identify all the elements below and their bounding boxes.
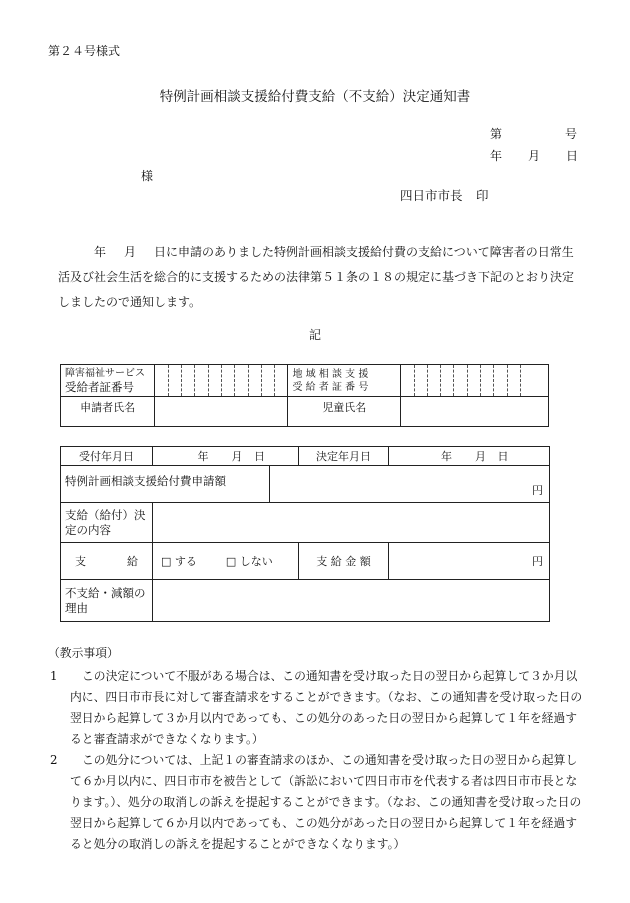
child-name-field[interactable] <box>401 397 549 427</box>
instructions-heading: （教示事項） <box>48 646 119 660</box>
body-year: 年 <box>94 245 107 259</box>
instruction-text: この処分については、上記１の審査請求のほか、この通知書を受け取った日の翌日から起算して６か月以内に、四日市市を被告として（訴訟において四日市市を代表する者は四日市市長となります。）、処分の取消しの訴えを提起することができます。（なお、この通知書を受け取った日の翌日から起算して６か月以内であっても、この処分があった日の翌日から起算して１年を経過すると処分の取消しの訴えを提起することができなくなります。） <box>70 753 582 851</box>
recipient-digit-box[interactable] <box>221 365 234 397</box>
requested-amount-field[interactable]: 円 <box>270 466 550 503</box>
supply-no-checkbox[interactable]: □ しない <box>225 555 273 568</box>
regional-digit-box[interactable] <box>467 365 480 397</box>
regional-digit-box[interactable] <box>427 365 440 397</box>
number-suffix: 号 <box>565 127 578 141</box>
decision-content-field[interactable] <box>153 503 550 543</box>
recipient-digit-box[interactable] <box>261 365 274 397</box>
decision-content-label: 支給（給付）決定の内容 <box>61 503 153 543</box>
supply-amount-field[interactable]: 円 <box>389 543 550 580</box>
document-title: 特例計画相談支援給付費支給（不支給）決定通知書 <box>159 89 471 105</box>
regional-number-label: 地 域 相 談 支 援 受 給 者 証 番 号 <box>288 365 401 397</box>
received-date-field[interactable]: 年 月 日 <box>153 447 299 466</box>
recipient-digit-box[interactable] <box>208 365 221 397</box>
addressee-honorific: 様 <box>141 169 154 183</box>
issue-date-line <box>490 147 578 164</box>
decision-table <box>60 446 550 622</box>
form-number: 第２４号様式 <box>48 44 121 58</box>
recipient-digit-box[interactable] <box>168 365 181 397</box>
ki-heading: 記 <box>308 328 321 342</box>
seal-mark: 印 <box>476 188 489 203</box>
applicant-name-label: 申請者氏名 <box>61 397 155 427</box>
document-number-line <box>490 125 577 142</box>
instruction-item: 2 この処分については、上記１の審査請求のほか、この通知書を受け取った日の翌日から起算して６か月以内に、四日市市を被告として（訴訟において四日市市を代表する者は四日市市長となります。）、処分の取消しの訴えを提起することができます。（なお、この通知書を受け取った日の翌日から起算して６か月以内であっても、この処分があった日の翌日から起算して１年を経過すると処分の取消しの訴えを提起することができなくなります。） <box>48 750 588 855</box>
decided-date-field[interactable]: 年 月 日 <box>389 447 550 466</box>
supply-amount-label: 支 給 金 額 <box>299 543 389 580</box>
issuer-name: 四日市市長 <box>400 188 463 203</box>
child-name-label: 児童氏名 <box>288 397 401 427</box>
instruction-item: 1 この決定について不服がある場合は、この通知書を受け取った日の翌日から起算して３か月以内に、四日市市長に対して審査請求をすることができます。（なお、この通知書を受け取った日の翌日から起算して３か月以内であっても、この処分のあった日の翌日から起算して１年を経過すると審査請求ができなくなります。） <box>48 666 588 750</box>
regional-digit-box[interactable] <box>494 365 507 397</box>
supply-yes-checkbox[interactable]: □ する <box>161 555 197 568</box>
regional-digit-box[interactable] <box>441 365 454 397</box>
recipient-digit-box[interactable] <box>235 365 248 397</box>
supply-label: 支 給 <box>61 543 153 580</box>
regional-digit-box[interactable] <box>401 365 414 397</box>
certificate-table <box>60 364 549 427</box>
recipient-digit-box[interactable] <box>155 365 168 397</box>
issue-month: 月 <box>528 149 541 163</box>
body-month: 月 <box>124 245 137 259</box>
rejection-reason-label: 不支給・減額の理由 <box>61 580 153 622</box>
recipient-number-label: 障害福祉サービス 受給者証番号 <box>61 365 155 397</box>
supply-options <box>153 543 299 580</box>
regional-digit-box[interactable] <box>481 365 494 397</box>
regional-digit-box[interactable] <box>414 365 427 397</box>
issue-day: 日 <box>566 149 579 163</box>
instructions-section <box>48 643 588 855</box>
notice-body <box>58 240 578 315</box>
received-date-label: 受付年月日 <box>61 447 153 466</box>
recipient-digit-box[interactable] <box>248 365 261 397</box>
body-text: 日に申請のありました特例計画相談支援給付費の支給について障害者の日常生活及び社会生活を総合的に支援するための法律第５１条の１８の規定に基づき下記のとおり決定しましたので通知します。 <box>58 245 575 309</box>
applicant-name-field[interactable] <box>155 397 288 427</box>
recipient-digit-box[interactable] <box>181 365 194 397</box>
number-prefix: 第 <box>490 127 503 141</box>
regional-digit-box[interactable] <box>507 365 520 397</box>
regional-digit-box[interactable] <box>521 365 549 397</box>
decided-date-label: 決定年月日 <box>299 447 389 466</box>
regional-digit-box[interactable] <box>454 365 467 397</box>
requested-amount-label: 特例計画相談支援給付費申請額 <box>61 466 270 503</box>
issuer-line <box>400 186 489 204</box>
issue-year: 年 <box>490 149 503 163</box>
recipient-digit-box[interactable] <box>195 365 208 397</box>
rejection-reason-field[interactable] <box>153 580 550 622</box>
instruction-text: この決定について不服がある場合は、この通知書を受け取った日の翌日から起算して３か月以内に、四日市市長に対して審査請求をすることができます。（なお、この通知書を受け取った日の翌日から起算して３か月以内であっても、この処分のあった日の翌日から起算して１年を経過すると審査請求ができなくなります。） <box>70 669 583 746</box>
recipient-digit-box[interactable] <box>275 365 288 397</box>
